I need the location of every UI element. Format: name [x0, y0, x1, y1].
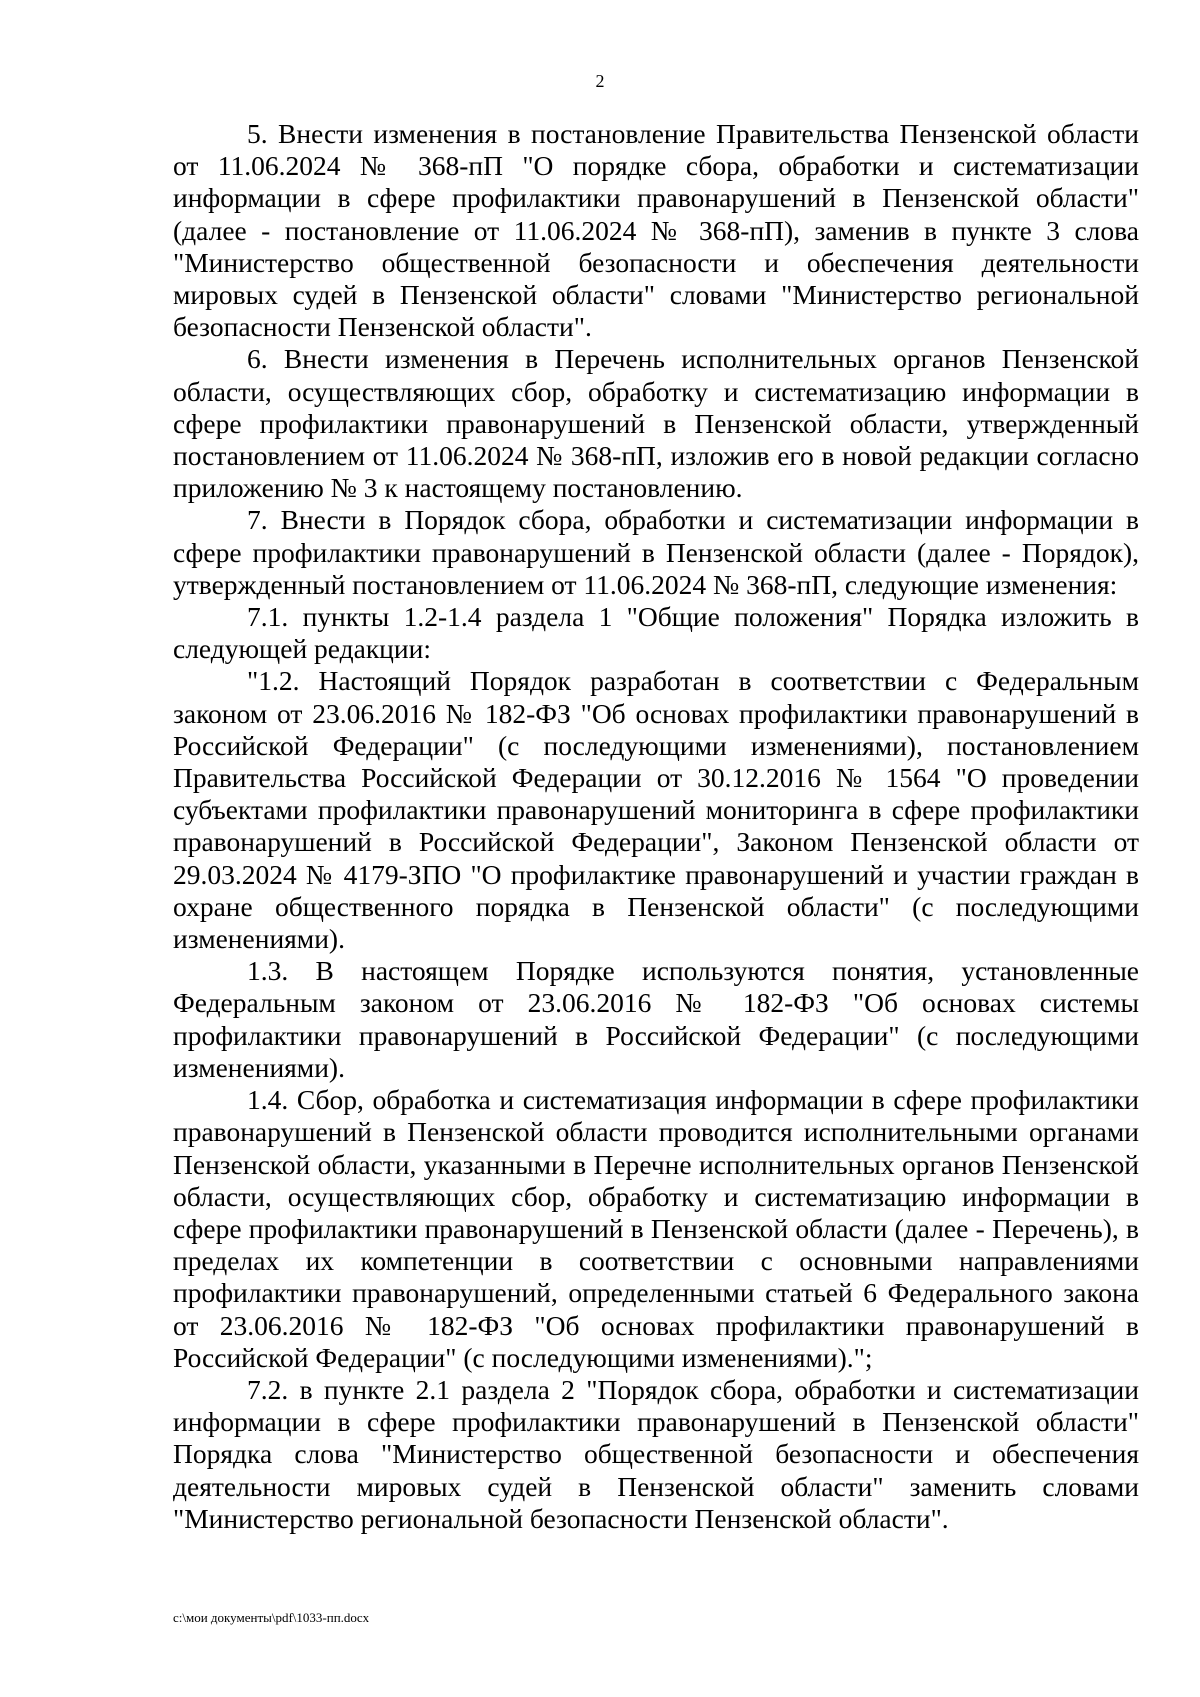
paragraph-item-6: 6. Внести изменения в Перечень исполнительных органов Пензенской области, осуществляющих сбор, обработку и систематизацию информации в сфере профилактики правонарушений в Пензенской области, утвержденный постановлением от 11.06.2024 № 368-пП, изложив его в новой редакции согласно приложению № 3 к настоящему постановлению. [173, 343, 1139, 504]
paragraph-quoted-1-3: 1.3. В настоящем Порядке используются понятия, установленные Федеральным законом от 23.06.2016 № 182-ФЗ "Об основах системы профилактики правонарушений в Российской Федерации" (с последующими изменениями). [173, 955, 1139, 1083]
document-body [173, 118, 1139, 1535]
paragraph-item-5: 5. Внести изменения в постановление Правительства Пензенской области от 11.06.2024 № 368-пП "О порядке сбора, обработки и систематизации информации в сфере профилактики правонарушений в Пензенской области" (далее - постановление от 11.06.2024 № 368-пП), заменив в пункте 3 слова "Министерство общественной безопасности и обеспечения деятельности мировых судей в Пензенской области" словами "Министерство региональной безопасности Пензенской области". [173, 118, 1139, 343]
page-number: 2 [595, 71, 605, 91]
paragraph-subitem-7-1: 7.1. пункты 1.2-1.4 раздела 1 "Общие положения" Порядка изложить в следующей редакции: [173, 601, 1139, 665]
paragraph-quoted-1-2: "1.2. Настоящий Порядок разработан в соответствии с Федеральным законом от 23.06.2016 № 182-ФЗ "Об основах профилактики правонарушений в Российской Федерации" (с последующими изменениями), постановлением Правительства Российской Федерации от 30.12.2016 № 1564 "О проведении субъектами профилактики правонарушений мониторинга в сфере профилактики правонарушений в Российской Федерации", Законом Пензенской области от 29.03.2024 № 4179-ЗПО "О профилактике правонарушений и участии граждан в охране общественного порядка в Пензенской области" (с последующими изменениями). [173, 665, 1139, 955]
footer-file-path: c:\мои документы\pdf\1033-пп.docx [173, 1610, 370, 1625]
paragraph-quoted-1-4: 1.4. Сбор, обработка и систематизация информации в сфере профилактики правонарушений в Пензенской области проводится исполнительными органами Пензенской области, указанными в Перечне исполнительных органов Пензенской области, осуществляющих сбор, обработку и систематизацию информации в сфере профилактики правонарушений в Пензенской области (далее - Перечень), в пределах их компетенции в соответствии с основными направлениями профилактики правонарушений, определенными статьей 6 Федерального закона от 23.06.2016 № 182-ФЗ "Об основах профилактики правонарушений в Российской Федерации" (с последующими изменениями)."; [173, 1084, 1139, 1373]
paragraph-item-7: 7. Внести в Порядок сбора, обработки и систематизации информации в сфере профилактики правонарушений в Пензенской области (далее - Порядок), утвержденный постановлением от 11.06.2024 № 368-пП, следующие изменения: [173, 504, 1139, 600]
paragraph-subitem-7-2: 7.2. в пункте 2.1 раздела 2 "Порядок сбора, обработки и систематизации информации в сфере профилактики правонарушений в Пензенской области" Порядка слова "Министерство общественной безопасности и обеспечения деятельности мировых судей в Пензенской области" заменить словами "Министерство региональной безопасности Пензенской области". [173, 1373, 1139, 1534]
